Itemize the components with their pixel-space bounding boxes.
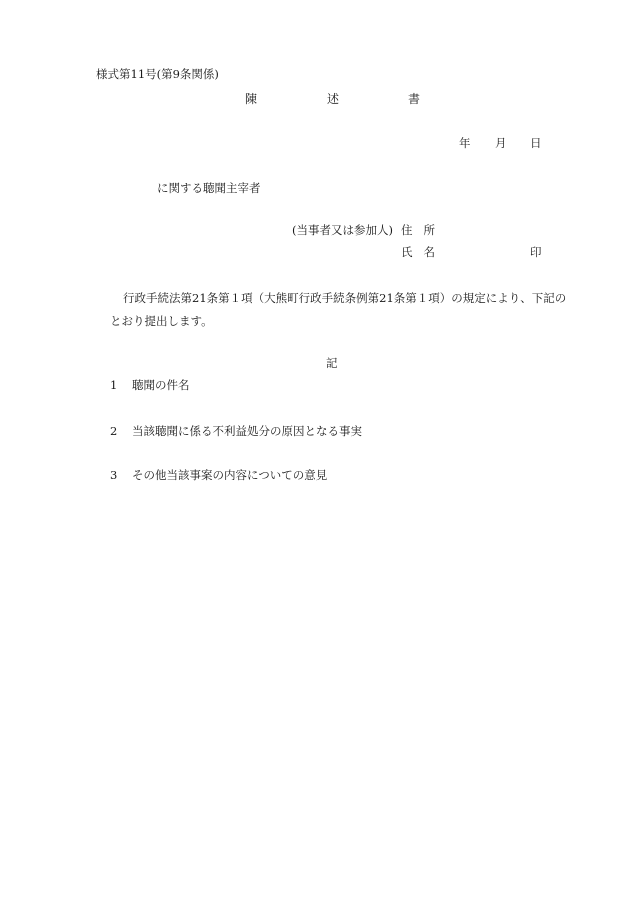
date-year-label: 年	[459, 136, 471, 150]
name-label-char-2: 名	[423, 245, 435, 259]
title-char-2: 述	[327, 92, 340, 106]
name-label	[401, 245, 435, 259]
address-label-char-1: 住	[401, 223, 413, 237]
address-label-char-2: 所	[423, 223, 435, 237]
list-item	[110, 468, 327, 482]
form-number: 様式第11号(第9条関係)	[96, 67, 219, 81]
item-number: 2	[110, 424, 118, 438]
seal-mark: 印	[530, 245, 542, 259]
ki-heading: 記	[326, 356, 338, 370]
title-char-3: 書	[408, 92, 421, 106]
body-text-line-2: とおり提出します。	[110, 314, 213, 328]
date-day-label: 日	[530, 136, 542, 150]
addressee: に関する聴聞主宰者	[157, 181, 261, 195]
item-number: 3	[110, 468, 118, 482]
list-item	[110, 424, 362, 438]
date-month-label: 月	[495, 136, 507, 150]
item-number: 1	[110, 378, 118, 392]
body-text-line-1: 行政手続法第21条第１項（大熊町行政手続条例第21条第１項）の規定により、下記の	[123, 291, 567, 305]
address-label	[401, 223, 435, 237]
party-label: (当事者又は参加人)	[292, 223, 393, 237]
list-item	[110, 378, 190, 392]
name-label-char-1: 氏	[401, 245, 413, 259]
item-text: その他当該事案の内容についての意見	[132, 468, 328, 482]
item-text: 聴聞の件名	[132, 378, 190, 392]
item-text: 当該聴聞に係る不利益処分の原因となる事実	[132, 424, 362, 438]
title-char-1: 陳	[245, 92, 258, 106]
